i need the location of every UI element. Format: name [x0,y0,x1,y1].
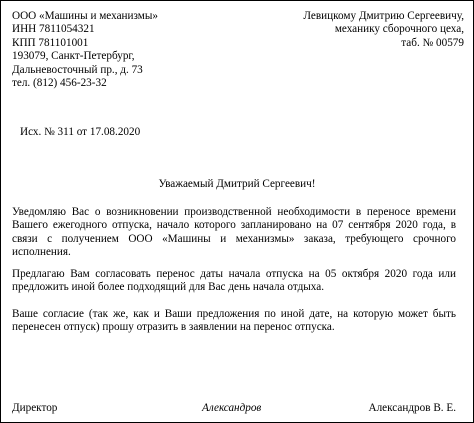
recipient-position: механику сборочного цеха, [334,23,464,36]
salutation: Уважаемый Дмитрий Сергеевич! [158,178,316,190]
sender-city: 193079, Санкт-Петербург, [12,50,135,63]
recipient-name: Левицкому Дмитрию Сергеевичу, [303,10,464,22]
outgoing-reference: Исх. № 311 от 17.08.2020 [20,126,141,138]
signature-row [12,402,456,416]
sender-street: Дальневосточный пр., д. 73 [12,63,143,76]
body-paragraph-proposal: Предлагаю Вам согласовать перенос даты начала отпуска на 05 октября 2020 года или предложить иной более подходящий для Вас день начала отдыха. [12,268,456,294]
sender-company: ООО «Машины и механизмы» [12,10,158,22]
sender-phone: тел. (812) 456-23-32 [12,77,107,90]
signatory-name: Александров В. Е. [368,402,456,414]
body-paragraph-consent: Ваше согласие (так же, как и Ваши предложения по иной дате, на которую может быть перенесен отпуск) прошу отразить в заявлении на перенос отпуска. [12,308,456,334]
handwritten-signature: Александров [202,402,262,414]
sender-block [12,10,232,90]
signatory-title: Директор [12,402,58,414]
recipient-block [224,10,464,50]
sender-kpp: КПП 781101001 [12,36,89,49]
body-paragraph-notice: Уведомляю Вас о возникновении производственной необходимости в переносе времени Вашего ежегодного отпуска, начало которого запланировано на 07 сентября 2020 года, в связи с получением ООО «Машины и механизмы» заказа, требующего срочного исполнения. [12,206,456,259]
recipient-tab-number: таб. № 00579 [401,36,464,49]
sender-inn: ИНН 7811054321 [12,23,95,36]
